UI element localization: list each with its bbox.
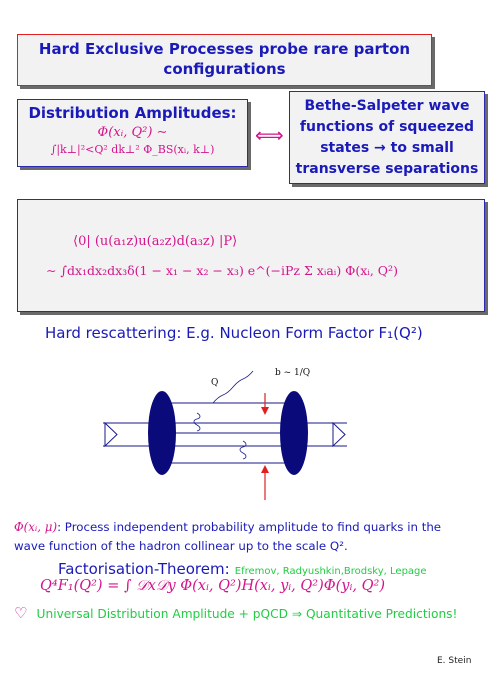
- da-heading: Distribution Amplitudes:: [28, 104, 237, 122]
- title-box: [17, 34, 432, 86]
- rescattering-text: Hard rescattering: E.g. Nucleon Form Factor F₁(Q²): [45, 324, 423, 342]
- gluon-2: [240, 441, 246, 459]
- conclusion-text: Universal Distribution Amplitude + pQCD ⇒ Quantitative Predictions!: [36, 607, 458, 621]
- photon-line: [213, 371, 253, 403]
- distribution-amplitudes-box: [17, 99, 248, 167]
- outgoing-arrow: [333, 423, 345, 446]
- para-line-1: : Process independent probability amplitude to find quarks in the: [57, 520, 442, 534]
- matrix-element-box: [17, 199, 485, 312]
- footer-author: E. Stein: [437, 656, 472, 666]
- red-arrow-bottom-head: [261, 465, 269, 473]
- bethe-salpeter-box: [289, 91, 485, 184]
- equivalence-symbol: ⟺: [255, 123, 284, 147]
- label-q: Q: [211, 378, 219, 388]
- factorisation-label: Factorisation-Theorem:: [58, 560, 230, 578]
- red-arrow-top-head: [261, 407, 269, 415]
- phi-paragraph: [14, 518, 492, 556]
- title-line-1: Hard Exclusive Processes probe rare parton: [38, 40, 411, 58]
- factorisation-formula: Q⁴F₁(Q²) = ∫ 𝒟x𝒟y Φ(xᵢ, Q²)H(xᵢ, yᵢ, Q²)Φ(yᵢ, Q²): [40, 578, 385, 594]
- incoming-arrow: [105, 423, 117, 446]
- heart-icon: ♡: [14, 604, 28, 622]
- outgoing-hadron-blob: [280, 391, 308, 475]
- title-line-2: configurations: [163, 60, 286, 78]
- bs-line-3: states → to small: [320, 140, 454, 156]
- da-formula-1: Φ(xᵢ, Q²) ∼: [97, 125, 168, 140]
- conclusion-row: [14, 603, 457, 622]
- form-factor-diagram: [95, 365, 360, 505]
- da-formula-2: ∫|k⊥|²<Q² dk⊥² Φ_BS(xᵢ, k⊥): [50, 143, 215, 156]
- factorisation-row: [58, 559, 427, 578]
- bs-line-4: transverse separations: [295, 161, 479, 177]
- gluon-1: [194, 413, 200, 431]
- phi-symbol: Φ(xᵢ, μ): [14, 520, 58, 534]
- bs-line-1: Bethe-Salpeter wave: [304, 98, 470, 114]
- label-b: b ~ 1/Q: [275, 368, 311, 378]
- para-line-2: wave function of the hadron collinear up to the scale Q².: [14, 539, 348, 553]
- incoming-hadron-blob: [148, 391, 176, 475]
- factorisation-authors: Efremov, Radyushkin,Brodsky, Lepage: [234, 566, 427, 577]
- matrix-line-2: ∼ ∫dx₁dx₂dx₃δ(1 − x₁ − x₂ − x₃) e^(−iPz Σ xᵢaᵢ) Φ(xᵢ, Q²): [46, 263, 398, 278]
- bs-line-2: functions of squeezed: [299, 119, 475, 135]
- matrix-line-1: ⟨0| (u(a₁z)u(a₂z)d(a₃z) |P⟩: [73, 234, 238, 249]
